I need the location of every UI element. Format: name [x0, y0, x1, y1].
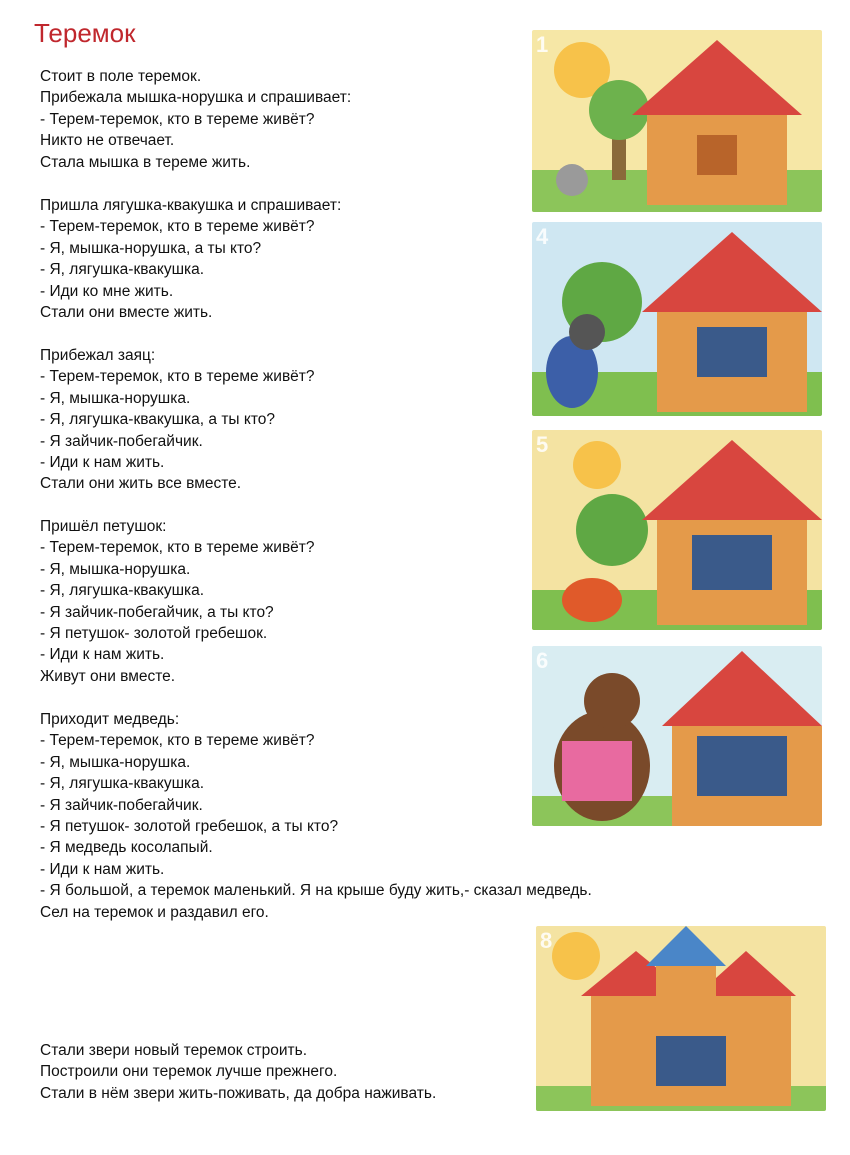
picture-number: 6 [536, 648, 549, 673]
story-line: - Я петушок- золотой гребешок, а ты кто? [40, 818, 339, 836]
story-line: Прибежал заяц: [40, 347, 156, 364]
story-line: - Я петушок- золотой гребешок. [40, 625, 268, 643]
story-line: - Я, лягушка-квакушка. [40, 775, 205, 793]
stanza-3 [40, 345, 315, 495]
story-line: - Терем-теремок, кто в тереме живёт? [40, 110, 315, 128]
story-line: - Терем-теремок, кто в тереме живёт? [40, 218, 315, 236]
stanza-2 [40, 195, 341, 323]
story-line: - Я, мышка-норушка. [40, 753, 191, 771]
illustration-6 [532, 646, 822, 826]
story-line: - Иди к нам жить. [40, 646, 165, 664]
stanza-4 [40, 516, 315, 687]
story-line: - Иди к нам жить. [40, 454, 165, 472]
picture-number: 1 [536, 32, 549, 57]
picture-number: 4 [536, 224, 549, 249]
story-line: Пришёл петушок: [40, 518, 167, 535]
illustration-5 [532, 430, 822, 630]
story-line: Пришла лягушка-квакушка и спрашивает: [40, 197, 342, 214]
story-line: - Иди ко мне жить. [40, 282, 174, 300]
story-line: Стали в нём звери жить-поживать, да добра наживать. [40, 1084, 437, 1102]
story-line: - Терем-теремок, кто в тереме живёт? [40, 368, 315, 386]
story-line: - Я, лягушка-квакушка. [40, 582, 205, 600]
story-line: - Я, мышка-норушка. [40, 389, 191, 407]
story-line: - Терем-теремок, кто в тереме живёт? [40, 732, 315, 750]
story-line: - Я медведь косолапый. [40, 839, 213, 857]
stanza-1 [40, 66, 351, 173]
story-line: Стали они вместе жить. [40, 304, 213, 322]
story-line: Никто не отвечает. [40, 132, 175, 150]
illustration-8 [536, 926, 826, 1111]
story-line: Стали звери новый теремок строить. [40, 1042, 308, 1059]
illustration-4 [532, 222, 822, 416]
illustration-1 [532, 30, 822, 212]
story-line: - Я, мышка-норушка. [40, 560, 191, 578]
picture-number: 5 [536, 432, 549, 457]
page-title: Теремок [34, 18, 136, 48]
story-line: Прибежала мышка-норушка и спрашивает: [40, 89, 352, 107]
story-line: - Я зайчик-побегайчик, а ты кто? [40, 603, 274, 621]
story-line: Стоит в поле теремок. [40, 68, 202, 85]
story-line: - Иди к нам жить. [40, 860, 165, 878]
story-line: Живут они вместе. [40, 667, 176, 685]
story-line: - Терем-теремок, кто в тереме живёт? [40, 539, 315, 557]
story-line: - Я большой, а теремок маленький. Я на крыше буду жить,- сказал медведь. [40, 882, 592, 900]
story-line: - Я зайчик-побегайчик. [40, 432, 203, 450]
story-line: - Я зайчик-побегайчик. [40, 796, 203, 814]
stanza-6 [40, 1040, 436, 1104]
story-line: - Я, мышка-норушка, а ты кто? [40, 239, 262, 257]
story-line: Сел на теремок и раздавил его. [40, 903, 269, 921]
story-line: Стала мышка в тереме жить. [40, 153, 251, 171]
story-line: Стали они жить все вместе. [40, 475, 242, 493]
story-line: - Я, лягушка-квакушка. [40, 261, 205, 279]
stanza-5 [40, 709, 592, 923]
story-line: Построили они теремок лучше прежнего. [40, 1063, 338, 1081]
story-line: Приходит медведь: [40, 711, 180, 728]
story-line: - Я, лягушка-квакушка, а ты кто? [40, 411, 276, 429]
picture-number: 8 [540, 928, 553, 953]
